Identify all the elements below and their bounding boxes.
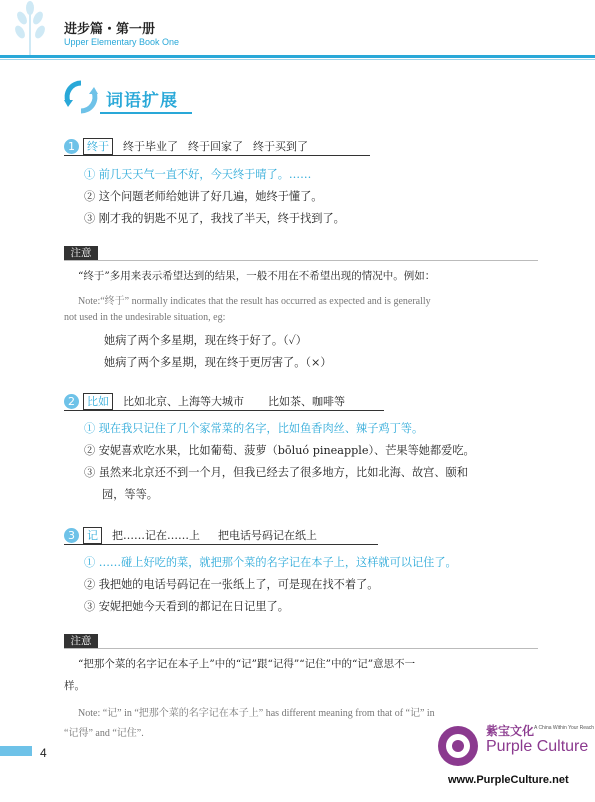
header-rule-thin bbox=[0, 59, 595, 60]
logo-url[interactable]: www.PurpleCulture.net bbox=[448, 774, 569, 786]
word-example: 比如北京、上海等大城市 bbox=[123, 395, 244, 408]
word-example: 终于毕业了 bbox=[123, 140, 178, 153]
word-number: 2 bbox=[64, 394, 79, 409]
sentence-line: ② 安妮喜欢吃水果，比如葡萄、菠萝（bōluó pineapple）、芒果等她都爱吃。 bbox=[84, 444, 475, 457]
word-term: 终于 bbox=[83, 138, 113, 155]
word-box-1 bbox=[64, 137, 370, 156]
note-english: not used in the undesirable situation, eg: bbox=[64, 312, 226, 323]
note-divider bbox=[64, 260, 538, 261]
header-rule bbox=[0, 55, 595, 58]
sentence-line: ① 前几天天气一直不好，今天终于晴了。…… bbox=[84, 168, 312, 181]
note-text: “终于”多用来表示希望达到的结果，一般不用在不希望出现的情况中。例如： bbox=[78, 270, 436, 282]
note-tag: 注意 bbox=[64, 634, 98, 649]
sentence-line: ① 现在我只记住了几个家常菜的名字，比如鱼香肉丝、辣子鸡丁等。 bbox=[84, 422, 424, 435]
sentence-line: ③ 安妮把她今天看到的都记在日记里了。 bbox=[84, 600, 289, 613]
section-underline bbox=[100, 112, 192, 114]
book-title: 进步篇・第一册 bbox=[64, 22, 156, 37]
word-example: 把……记在……上 bbox=[112, 529, 200, 542]
page-number: 4 bbox=[40, 746, 47, 760]
sentence-line: 园，等等。 bbox=[102, 488, 158, 501]
note-tag: 注意 bbox=[64, 246, 98, 261]
logo-emblem-icon bbox=[436, 724, 480, 768]
publisher-logo bbox=[436, 722, 595, 794]
sentence-line: ③ 虽然来北京还不到一个月，但我已经去了很多地方，比如北海、故宫、颐和 bbox=[84, 466, 468, 479]
sentence-line: ① ……碰上好吃的菜，就把那个菜的名字记在本子上，这样就可以记住了。 bbox=[84, 556, 457, 569]
word-term: 比如 bbox=[83, 393, 113, 410]
word-term: 记 bbox=[83, 527, 102, 544]
note-english: “记得” and “记住”. bbox=[64, 728, 144, 739]
word-example: 比如茶、咖啡等 bbox=[268, 395, 345, 408]
note-english: Note: “记” in “把那个菜的名字记在本子上” has different meaning from that of “记” in bbox=[78, 708, 435, 719]
page-bar bbox=[0, 746, 32, 756]
sentence-line: ② 这个问题老师给她讲了好几遍，她终于懂了。 bbox=[84, 190, 323, 203]
refresh-arrows-icon bbox=[64, 80, 98, 114]
word-number: 1 bbox=[64, 139, 79, 154]
wheat-icon bbox=[8, 0, 52, 60]
word-box-2 bbox=[64, 392, 384, 411]
note-divider bbox=[64, 648, 538, 649]
word-box-3 bbox=[64, 526, 378, 545]
book-subtitle: Upper Elementary Book One bbox=[64, 37, 180, 47]
section-title: 词语扩展 bbox=[106, 91, 178, 111]
note-english: Note:“终于” normally indicates that the result has occurred as expected and is generally bbox=[78, 296, 431, 307]
sentence-line: ③ 刚才我的钥匙不见了，我找了半天，终于找到了。 bbox=[84, 212, 345, 225]
word-example: 把电话号码记在纸上 bbox=[218, 529, 317, 542]
logo-english: Purple Culture bbox=[486, 738, 589, 755]
logo-tagline: A China Within Your Reach bbox=[534, 725, 595, 731]
word-example: 终于买到了 bbox=[253, 140, 308, 153]
sentence-line: ② 我把她的电话号码记在一张纸上了，可是现在找不着了。 bbox=[84, 578, 379, 591]
word-number: 3 bbox=[64, 528, 79, 543]
word-example: 终于回家了 bbox=[188, 140, 243, 153]
note-example: 她病了两个多星期，现在终于更厉害了。（×） bbox=[104, 356, 332, 369]
note-text: “把那个菜的名字记在本子上”中的“记”跟“记得”“记住”中的“记”意思不一 bbox=[78, 658, 416, 670]
note-text: 样。 bbox=[64, 680, 85, 692]
note-example: 她病了两个多星期，现在终于好了。（✓） bbox=[104, 334, 307, 347]
logo-chinese: 紫宝文化 bbox=[486, 724, 535, 738]
